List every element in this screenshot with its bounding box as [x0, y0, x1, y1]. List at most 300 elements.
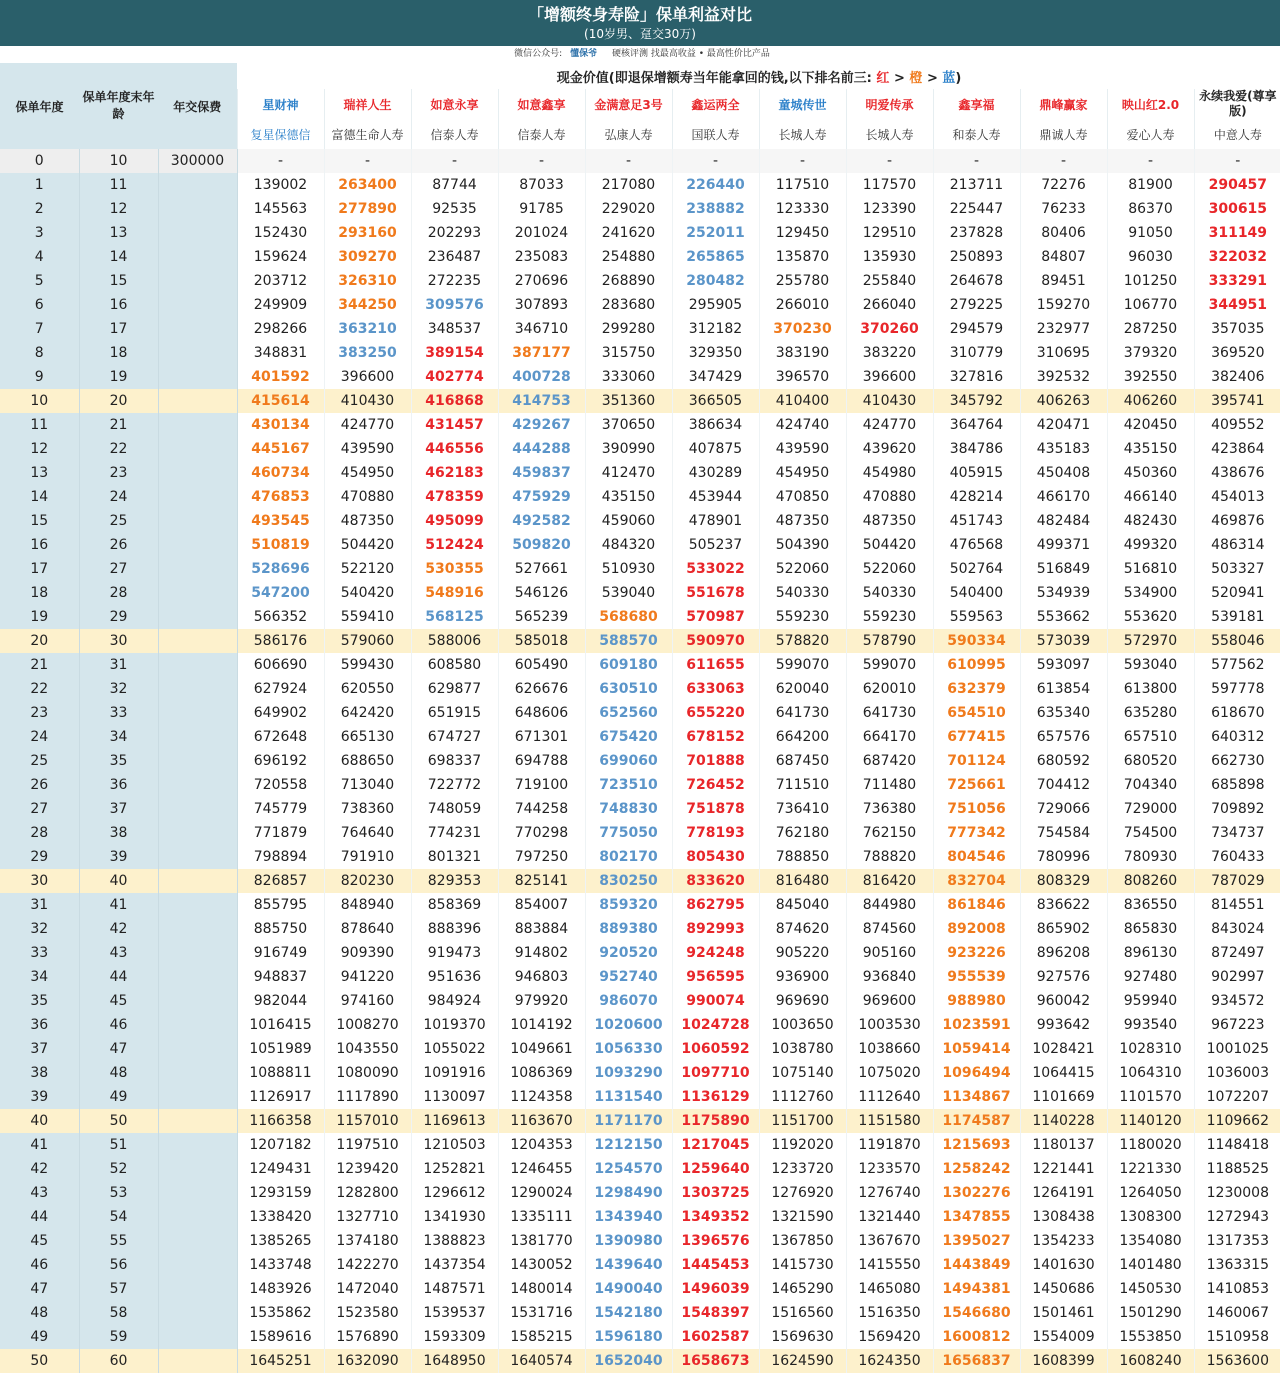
cash-value-cell: 599070: [759, 653, 846, 677]
age-cell: 19: [79, 365, 158, 389]
cash-value-cell: 651915: [411, 701, 498, 725]
cash-value-cell: 1036003: [1194, 1061, 1280, 1085]
cash-value-cell: 1151700: [759, 1109, 846, 1133]
cash-value-cell: 129450: [759, 221, 846, 245]
cash-value-cell: 540330: [846, 581, 933, 605]
cash-value-cell: 1264050: [1107, 1181, 1194, 1205]
cash-value-cell: 534939: [1020, 581, 1107, 605]
cash-value-cell: 1117890: [324, 1085, 411, 1109]
cash-value-cell: 862795: [672, 893, 759, 917]
cash-value-cell: 1548397: [672, 1301, 759, 1325]
cash-value-cell: 1096494: [933, 1061, 1020, 1085]
age-cell: 26: [79, 533, 158, 557]
year-cell: 1: [0, 173, 79, 197]
year-cell: 37: [0, 1037, 79, 1061]
premium-cell: [158, 413, 237, 437]
cash-value-cell: 801321: [411, 845, 498, 869]
cash-value-cell: 1169613: [411, 1109, 498, 1133]
cash-value-cell: 698337: [411, 749, 498, 773]
product-name-0: 星财神: [237, 89, 324, 119]
cash-value-cell: 307893: [498, 293, 585, 317]
cash-value-cell: 896130: [1107, 941, 1194, 965]
age-cell: 24: [79, 485, 158, 509]
cash-value-cell: 613800: [1107, 677, 1194, 701]
cash-value-cell: 238882: [672, 197, 759, 221]
cash-value-cell: 1563600: [1194, 1349, 1280, 1373]
cash-value-cell: 91050: [1107, 221, 1194, 245]
table-row: [0, 893, 1280, 917]
cash-value-cell: 522060: [846, 557, 933, 581]
year-cell: 18: [0, 581, 79, 605]
cash-value-cell: 1367850: [759, 1229, 846, 1253]
cash-value-cell: 311149: [1194, 221, 1280, 245]
cash-value-cell: 159624: [237, 245, 324, 269]
cash-value-cell: 401592: [237, 365, 324, 389]
table-row: [0, 1205, 1280, 1229]
cash-value-cell: 1212150: [585, 1133, 672, 1157]
cash-value-cell: 533022: [672, 557, 759, 581]
table-row: [0, 749, 1280, 773]
cash-value-header: [237, 63, 1280, 89]
cash-value-cell: 412470: [585, 461, 672, 485]
cash-value-cell: 1542180: [585, 1301, 672, 1325]
cash-value-cell: 1327710: [324, 1205, 411, 1229]
product-name-3: 如意鑫享: [498, 89, 585, 119]
cash-value-cell: 84807: [1020, 245, 1107, 269]
cash-value-cell: 329350: [672, 341, 759, 365]
cash-value-cell: 1433748: [237, 1253, 324, 1277]
cash-value-cell: 1230008: [1194, 1181, 1280, 1205]
age-cell: 59: [79, 1325, 158, 1349]
cash-value-cell: 1422270: [324, 1253, 411, 1277]
cash-value-cell: 791910: [324, 845, 411, 869]
age-cell: 28: [79, 581, 158, 605]
cash-value-cell: 1148418: [1194, 1133, 1280, 1157]
cash-value-cell: 1401630: [1020, 1253, 1107, 1277]
age-cell: 17: [79, 317, 158, 341]
cash-value-cell: 1381770: [498, 1229, 585, 1253]
cash-value-cell: 424770: [324, 413, 411, 437]
cash-value-cell: 655220: [672, 701, 759, 725]
premium-cell: [158, 389, 237, 413]
cash-value-cell: 445167: [237, 437, 324, 461]
cash-value-cell: 723510: [585, 773, 672, 797]
year-cell: 38: [0, 1061, 79, 1085]
cash-value-cell: 620040: [759, 677, 846, 701]
cash-value-cell: 1553850: [1107, 1325, 1194, 1349]
cash-value-cell: 236487: [411, 245, 498, 269]
cash-value-cell: 1608399: [1020, 1349, 1107, 1373]
cash-value-cell: 725661: [933, 773, 1020, 797]
cash-value-cell: 652560: [585, 701, 672, 725]
cash-value-cell: 696192: [237, 749, 324, 773]
age-cell: 51: [79, 1133, 158, 1157]
year-cell: 29: [0, 845, 79, 869]
cash-value-cell: 558046: [1194, 629, 1280, 653]
cash-value-cell: 974160: [324, 989, 411, 1013]
cash-value-cell: 499320: [1107, 533, 1194, 557]
cash-value-cell: 1051989: [237, 1037, 324, 1061]
cash-value-cell: 1254570: [585, 1157, 672, 1181]
age-cell: 31: [79, 653, 158, 677]
year-cell: 25: [0, 749, 79, 773]
cash-value-cell: 1624590: [759, 1349, 846, 1373]
cash-value-cell: 1343940: [585, 1205, 672, 1229]
table-row: [0, 341, 1280, 365]
cash-value-cell: 382406: [1194, 365, 1280, 389]
company-name-0: 复星保德信: [237, 119, 324, 149]
cash-value-cell: 688650: [324, 749, 411, 773]
cash-value-cell: 439590: [324, 437, 411, 461]
premium-cell: [158, 1181, 237, 1205]
table-row: [0, 1301, 1280, 1325]
cash-value-cell: 952740: [585, 965, 672, 989]
premium-cell: [158, 437, 237, 461]
cash-value-cell: 470880: [324, 485, 411, 509]
premium-cell: [158, 221, 237, 245]
cash-value-cell: 1252821: [411, 1157, 498, 1181]
cash-value-cell: 1465290: [759, 1277, 846, 1301]
table-row: [0, 581, 1280, 605]
premium-cell: [158, 677, 237, 701]
age-cell: 48: [79, 1061, 158, 1085]
premium-cell: [158, 1205, 237, 1229]
cash-value-cell: 559230: [846, 605, 933, 629]
cash-value-cell: -: [585, 149, 672, 173]
cash-value-cell: 586176: [237, 629, 324, 653]
cash-value-cell: 787029: [1194, 869, 1280, 893]
cash-value-cell: 729066: [1020, 797, 1107, 821]
premium-cell: [158, 845, 237, 869]
cash-value-cell: 902997: [1194, 965, 1280, 989]
cash-value-cell: 466140: [1107, 485, 1194, 509]
cash-value-cell: 745779: [237, 797, 324, 821]
cash-value-cell: 470850: [759, 485, 846, 509]
premium-cell: 300000: [158, 149, 237, 173]
cash-value-cell: 1003530: [846, 1013, 933, 1037]
cash-value-cell: 843024: [1194, 917, 1280, 941]
premium-cell: [158, 725, 237, 749]
cash-value-cell: 363210: [324, 317, 411, 341]
cash-value-cell: 454980: [846, 461, 933, 485]
cash-value-cell: 618670: [1194, 701, 1280, 725]
cash-value-cell: 671301: [498, 725, 585, 749]
cash-value-cell: 664200: [759, 725, 846, 749]
cash-value-cell: 573039: [1020, 629, 1107, 653]
cash-value-cell: 1367670: [846, 1229, 933, 1253]
cash-value-cell: 476568: [933, 533, 1020, 557]
cash-value-cell: 512424: [411, 533, 498, 557]
product-name-11: 永续我爱(尊享版): [1194, 89, 1280, 119]
cash-value-cell: 1437354: [411, 1253, 498, 1277]
company-name-9: 鼎诚人寿: [1020, 119, 1107, 149]
cash-value-cell: 266010: [759, 293, 846, 317]
account-name: 懂保爷: [570, 49, 598, 59]
cash-value-cell: 736380: [846, 797, 933, 821]
premium-cell: [158, 605, 237, 629]
product-name-1: 瑞祥人生: [324, 89, 411, 119]
cash-value-cell: 504390: [759, 533, 846, 557]
year-cell: 33: [0, 941, 79, 965]
cash-value-cell: 1460067: [1194, 1301, 1280, 1325]
cash-value-cell: 642420: [324, 701, 411, 725]
age-cell: 40: [79, 869, 158, 893]
cash-value-cell: 1445453: [672, 1253, 759, 1277]
cash-value-cell: 347429: [672, 365, 759, 389]
cash-value-cell: 226440: [672, 173, 759, 197]
cash-value-cell: 351360: [585, 389, 672, 413]
age-cell: 42: [79, 917, 158, 941]
cash-value-cell: 649902: [237, 701, 324, 725]
cash-value-cell: 764640: [324, 821, 411, 845]
cash-value-cell: 1075020: [846, 1061, 933, 1085]
cash-value-cell: 923226: [933, 941, 1020, 965]
cash-value-cell: 829353: [411, 869, 498, 893]
cash-value-cell: 344250: [324, 293, 411, 317]
product-name-5: 鑫运两全: [672, 89, 759, 119]
premium-cell: [158, 917, 237, 941]
cash-value-cell: 620550: [324, 677, 411, 701]
year-cell: 17: [0, 557, 79, 581]
cash-value-cell: 1163670: [498, 1109, 585, 1133]
cash-value-cell: 1640574: [498, 1349, 585, 1373]
cash-value-cell: 1516560: [759, 1301, 846, 1325]
cash-value-cell: 1308438: [1020, 1205, 1107, 1229]
cash-value-cell: 1124358: [498, 1085, 585, 1109]
premium-cell: [158, 869, 237, 893]
cash-value-cell: 762180: [759, 821, 846, 845]
cash-value-cell: 1064415: [1020, 1061, 1107, 1085]
cash-value-cell: 1450530: [1107, 1277, 1194, 1301]
cash-value-cell: 540400: [933, 581, 1020, 605]
cash-value-cell: 225447: [933, 197, 1020, 221]
cash-value-cell: 72276: [1020, 173, 1107, 197]
cash-value-cell: 1321440: [846, 1205, 933, 1229]
table-row: [0, 1181, 1280, 1205]
cash-value-cell: 816420: [846, 869, 933, 893]
cash-value-cell: 478359: [411, 485, 498, 509]
year-cell: 20: [0, 629, 79, 653]
year-cell: 12: [0, 437, 79, 461]
cash-value-cell: 1019370: [411, 1013, 498, 1037]
premium-cell: [158, 821, 237, 845]
cash-value-cell: 348831: [237, 341, 324, 365]
cash-value-cell: 414753: [498, 389, 585, 413]
cash-value-cell: 1221330: [1107, 1157, 1194, 1181]
cash-value-cell: 1038660: [846, 1037, 933, 1061]
company-name-6: 长城人寿: [759, 119, 846, 149]
table-row: [0, 245, 1280, 269]
year-cell: 9: [0, 365, 79, 389]
cash-value-cell: 816480: [759, 869, 846, 893]
cash-value-cell: 1472040: [324, 1277, 411, 1301]
cash-value-cell: 1496039: [672, 1277, 759, 1301]
cash-value-cell: 946803: [498, 965, 585, 989]
table-row: [0, 677, 1280, 701]
cash-value-cell: 406263: [1020, 389, 1107, 413]
cash-value-cell: 1088811: [237, 1061, 324, 1085]
cash-value-cell: 845040: [759, 893, 846, 917]
cash-value-cell: 859320: [585, 893, 672, 917]
cash-value-cell: 920520: [585, 941, 672, 965]
cash-value-cell: 357035: [1194, 317, 1280, 341]
cash-value-cell: 578820: [759, 629, 846, 653]
table-row: [0, 989, 1280, 1013]
premium-cell: [158, 773, 237, 797]
cash-value-cell: 699060: [585, 749, 672, 773]
age-cell: 37: [79, 797, 158, 821]
cash-value-cell: 438676: [1194, 461, 1280, 485]
cash-value-cell: 400728: [498, 365, 585, 389]
company-name-8: 和泰人寿: [933, 119, 1020, 149]
cash-value-cell: 312182: [672, 317, 759, 341]
cash-value-cell: 588006: [411, 629, 498, 653]
table-row: [0, 821, 1280, 845]
cash-value-cell: 687420: [846, 749, 933, 773]
table-row: [0, 965, 1280, 989]
cash-value-cell: 1341930: [411, 1205, 498, 1229]
cash-value-cell: 1093290: [585, 1061, 672, 1085]
cash-value-cell: 310779: [933, 341, 1020, 365]
cash-value-cell: 905220: [759, 941, 846, 965]
cash-value-cell: 762150: [846, 821, 933, 845]
premium-cell: [158, 293, 237, 317]
year-cell: 4: [0, 245, 79, 269]
table-row: [0, 293, 1280, 317]
age-cell: 22: [79, 437, 158, 461]
cash-value-cell: 396600: [846, 365, 933, 389]
cash-value-cell: 406260: [1107, 389, 1194, 413]
premium-cell: [158, 317, 237, 341]
table-row: [0, 485, 1280, 509]
cash-value-cell: 1175890: [672, 1109, 759, 1133]
cash-value-cell: 1249431: [237, 1157, 324, 1181]
cash-value-cell: 117510: [759, 173, 846, 197]
cash-value-cell: 87744: [411, 173, 498, 197]
cash-value-cell: 629877: [411, 677, 498, 701]
table-row: [0, 461, 1280, 485]
premium-cell: [158, 1013, 237, 1037]
cash-value-cell: 1602587: [672, 1325, 759, 1349]
year-cell: 50: [0, 1349, 79, 1373]
cash-value-cell: 919473: [411, 941, 498, 965]
cash-value-cell: 590970: [672, 629, 759, 653]
legend-red: 红: [876, 70, 890, 86]
cash-value-cell: 1293159: [237, 1181, 324, 1205]
cash-value-cell: 654510: [933, 701, 1020, 725]
cash-value-cell: 266040: [846, 293, 933, 317]
cash-value-cell: 346710: [498, 317, 585, 341]
cash-value-cell: 459837: [498, 461, 585, 485]
cash-value-cell: 294579: [933, 317, 1020, 341]
cash-value-cell: 1217045: [672, 1133, 759, 1157]
cash-value-cell: 729000: [1107, 797, 1194, 821]
cash-value-cell: 539181: [1194, 605, 1280, 629]
year-cell: 21: [0, 653, 79, 677]
cash-value-cell: 967223: [1194, 1013, 1280, 1037]
age-cell: 45: [79, 989, 158, 1013]
table-row: [0, 533, 1280, 557]
cash-value-cell: 1192020: [759, 1133, 846, 1157]
cash-value-cell: 713040: [324, 773, 411, 797]
cash-value-cell: 1028421: [1020, 1037, 1107, 1061]
cash-value-cell: 993540: [1107, 1013, 1194, 1037]
year-cell: 16: [0, 533, 79, 557]
cash-value-cell: 241620: [585, 221, 672, 245]
cash-value-cell: 578790: [846, 629, 933, 653]
cash-value-cell: 345792: [933, 389, 1020, 413]
age-cell: 13: [79, 221, 158, 245]
info-label-text: 微信公众号:: [514, 49, 563, 59]
cash-value-cell: 1023591: [933, 1013, 1020, 1037]
cash-value-cell: 872497: [1194, 941, 1280, 965]
cash-value-cell: 836622: [1020, 893, 1107, 917]
cash-value-cell: 760433: [1194, 845, 1280, 869]
cash-value-cell: 383250: [324, 341, 411, 365]
cash-value-cell: 1059414: [933, 1037, 1020, 1061]
cash-value-cell: 89451: [1020, 269, 1107, 293]
age-cell: 21: [79, 413, 158, 437]
age-cell: 36: [79, 773, 158, 797]
cash-value-cell: 1091916: [411, 1061, 498, 1085]
cash-value-cell: 608580: [411, 653, 498, 677]
cash-value-cell: 129510: [846, 221, 933, 245]
table-row: [0, 149, 1280, 173]
cash-value-cell: 503327: [1194, 557, 1280, 581]
cash-value-cell: 366505: [672, 389, 759, 413]
cash-value-cell: 484320: [585, 533, 672, 557]
cash-value-cell: 344951: [1194, 293, 1280, 317]
cash-value-cell: 1157010: [324, 1109, 411, 1133]
cash-value-cell: 486314: [1194, 533, 1280, 557]
cash-value-cell: 833620: [672, 869, 759, 893]
table-row: [0, 365, 1280, 389]
cash-value-cell: 722772: [411, 773, 498, 797]
cash-value-cell: 444288: [498, 437, 585, 461]
cash-value-cell: 1302276: [933, 1181, 1020, 1205]
cash-value-cell: 435183: [1020, 437, 1107, 461]
cash-value-cell: 861846: [933, 893, 1020, 917]
year-cell: 48: [0, 1301, 79, 1325]
cash-value-cell: 657576: [1020, 725, 1107, 749]
table-row: [0, 437, 1280, 461]
cash-value-cell: -: [672, 149, 759, 173]
cash-value-cell: 509820: [498, 533, 585, 557]
cash-value-cell: 540420: [324, 581, 411, 605]
year-cell: 41: [0, 1133, 79, 1157]
cash-value-cell: 1028310: [1107, 1037, 1194, 1061]
year-cell: 46: [0, 1253, 79, 1277]
cash-value-cell: 984924: [411, 989, 498, 1013]
cash-value-cell: 889380: [585, 917, 672, 941]
cash-value-cell: 435150: [1107, 437, 1194, 461]
premium-cell: [158, 1109, 237, 1133]
premium-cell: [158, 1229, 237, 1253]
cash-value-cell: 420471: [1020, 413, 1107, 437]
cash-value-cell: 960042: [1020, 989, 1107, 1013]
cash-value-cell: 392532: [1020, 365, 1107, 389]
cash-value-cell: 1632090: [324, 1349, 411, 1373]
company-name-4: 弘康人寿: [585, 119, 672, 149]
company-name-5: 国联人寿: [672, 119, 759, 149]
cash-value-cell: 548916: [411, 581, 498, 605]
cash-value-cell: 1049661: [498, 1037, 585, 1061]
cash-value-cell: 1596180: [585, 1325, 672, 1349]
cash-value-cell: 798894: [237, 845, 324, 869]
cash-value-cell: 611655: [672, 653, 759, 677]
cash-value-cell: 1126917: [237, 1085, 324, 1109]
cash-value-cell: 1569630: [759, 1325, 846, 1349]
